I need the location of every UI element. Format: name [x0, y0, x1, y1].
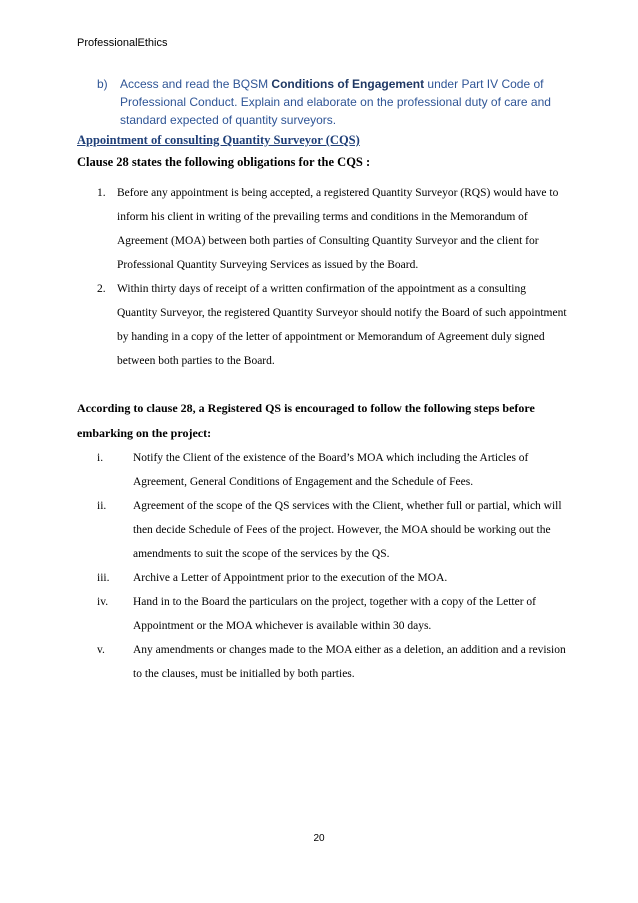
list-item — [97, 590, 567, 638]
list-item-number: v. — [97, 644, 105, 656]
list-item — [97, 181, 567, 277]
question-marker: b) — [97, 77, 108, 91]
page-number: 20 — [313, 833, 325, 844]
list-item — [97, 446, 567, 494]
question-b — [97, 75, 567, 129]
list-item-text: Archive a Letter of Appointment prior to the execution of the MOA. — [133, 572, 448, 584]
list-item-number: 1. — [97, 187, 106, 199]
obligations-list — [97, 181, 567, 373]
list-item-number: 2. — [97, 283, 106, 295]
list-item-text: Agreement of the scope of the QS services with the Client, whether full or partial, which will then decide Schedule of Fees of the project. However, the MOA should be working out the amendments to suit the scope of the services by the QS. — [133, 500, 562, 560]
steps-list — [97, 446, 567, 686]
running-header: ProfessionalEthics — [77, 37, 168, 49]
question-text — [120, 75, 567, 129]
list-item — [97, 566, 567, 590]
list-item-text: Within thirty days of receipt of a written confirmation of the appointment as a consulting Quantity Surveyor, the registered Quantity Surveyor should notify the Board of such appointment by handing in a copy of the letter of appointment or Memorandum of Agreement duly signed between both parties to the Board. — [117, 283, 567, 367]
steps-intro: According to clause 28, a Registered QS is encouraged to follow the following steps before embarking on the project: — [77, 401, 535, 440]
list-item-text: Hand in to the Board the particulars on the project, together with a copy of the Letter of Appointment or the MOA whichever is available within 30 days. — [133, 596, 537, 632]
question-text-before: Access and read the BQSM — [120, 77, 272, 91]
list-item-number: i. — [97, 452, 104, 464]
list-item-number: iii. — [97, 572, 110, 584]
list-item-number: iv. — [97, 596, 109, 608]
list-item — [97, 638, 567, 686]
question-emphasis: Conditions of Engagement — [271, 77, 425, 91]
clause-heading: Clause 28 states the following obligations for the CQS : — [77, 155, 371, 169]
list-item — [97, 494, 567, 566]
list-item-text: Before any appointment is being accepted, a registered Quantity Surveyor (RQS) would have to inform his client in writing of the prevailing terms and conditions in the Memorandum of Agreement (MOA) between both parties of Consulting Quantity Surveyor and the client for Professional Quantity Surveying Services as issued by the Board. — [117, 187, 559, 271]
list-item-number: ii. — [97, 500, 107, 512]
list-item-text: Any amendments or changes made to the MOA either as a deletion, an addition and a revision to the clauses, must be initialled by both parties. — [133, 644, 566, 680]
list-item — [97, 277, 567, 373]
question-text-after: under Part IV Code of Professional Conduct. Explain and elaborate on the professional duty of care and standard expected of quantity surveyors. — [120, 77, 551, 127]
section-heading: Appointment of consulting Quantity Surveyor (CQS) — [77, 133, 360, 147]
list-item-text: Notify the Client of the existence of the Board’s MOA which including the Articles of Agreement, General Conditions of Engagement and the Schedule of Fees. — [133, 452, 529, 488]
